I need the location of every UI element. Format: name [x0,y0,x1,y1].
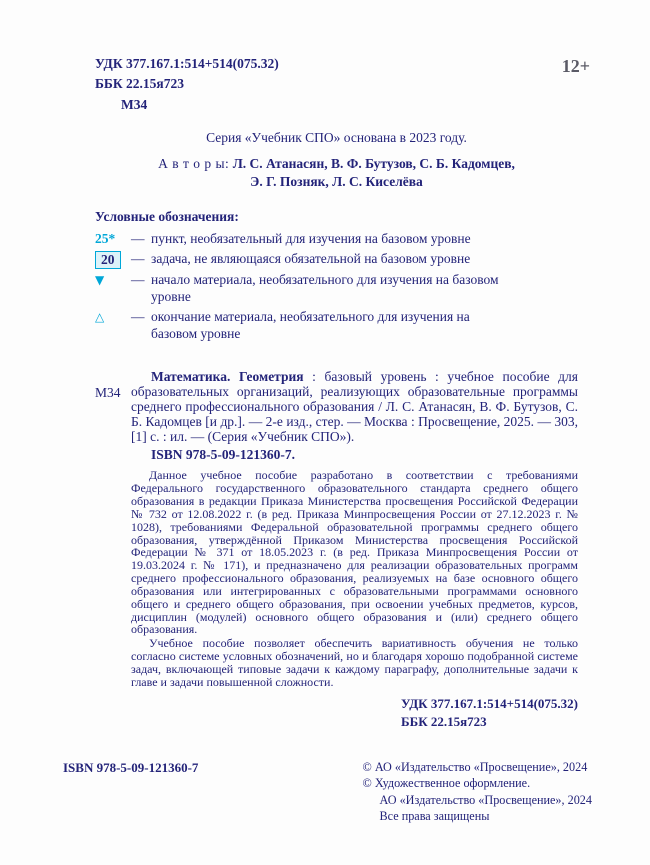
legend-item-material-start [95,272,578,306]
legend-block [95,209,578,343]
udk-code-bottom: УДК 377.167.1:514+514(075.32) [401,696,578,712]
legend-item-text: задача, не являющаяся обязательной на базовом уровне [151,251,471,267]
legend-item-text: начало материала, необязательного для изучения на базовом уровне [151,272,499,305]
optional-task-symbol: 20 [95,251,121,269]
annotation-block [131,469,578,688]
legend-item-optional-task [95,251,578,269]
authors-names-2: Э. Г. Позняк, Л. С. Киселёва [250,173,423,189]
author-sign-margin-code: М34 [95,384,121,400]
bibliographic-description-rest: : базовый уровень : учебное пособие для образовательных организаций, реализующих образовательные программы среднего профессионального образования / Л. С. Атанасян, В. Ф. Бутузов, С. Б. Кадомцев [и др.]. — 2-е изд., стер. — Москва : Просвещение, 2025. — 303, [1] с. : ил. — (Серия «Учебник СПО»). [131,368,578,445]
authors-names-1: Л. С. Атанасян, В. Ф. Бутузов, С. Б. Кадомцев, [232,155,515,171]
bibliographic-description [131,369,578,445]
dash: — [131,251,145,267]
isbn-line: ISBN 978-5-09-121360-7. [151,447,295,463]
copyright-block [363,759,592,825]
footer-row [63,759,592,825]
classification-codes-top [95,54,578,115]
author-sign-code-top: М34 [121,96,148,112]
annotation-paragraph-1: Данное учебное пособие разработано в соответствии с требованиями Федерального государственного образовательного стандарта среднего общего образования в редакции Приказа Министерства просвещения Российской Федерации № 732 от 12.08.2022 г. (в ред. Приказа Минпросвещения России от 27.12.2023 г. № 1028), требованиями Федеральной образовательной программы среднего общего образования, утверждённой Приказом Министерства просвещения Российской Федерации № 371 от 18.05.2023 г. (в ред. Приказа Минпросвещения России от 19.03.2024 г. № 171), и предназначено для реализации образовательных программ среднего профессионального образования, реализуемых на базе основного общего образования или интегрированных с образовательными программами основного общего и среднего общего образования, при освоении учебных предметов, курсов, дисциплин (модулей) основного общего образования и (или) среднего общего образования. [131,468,578,637]
dash: — [131,309,145,324]
authors-block [95,155,578,191]
bibliographic-entry [95,369,578,463]
outline-triangle-icon: △ [95,310,105,324]
optional-paragraph-symbol: 25* [95,231,116,247]
dash: — [131,231,145,247]
classification-codes-bottom [401,695,578,730]
copyright-line-publisher-2: АО «Издательство «Просвещение», 2024 [379,792,592,807]
legend-item-text: пункт, необязательный для изучения на базовом уровне [151,231,471,247]
copyright-line-rights: Все права защищены [379,808,490,823]
authors-line-1 [95,155,578,173]
copyright-line-publisher: © АО «Издательство «Просвещение», 2024 [362,759,588,774]
bbk-code-bottom: ББК 22.15я723 [401,714,487,730]
book-title: Математика. Геометрия [151,368,304,384]
legend-item-material-end [95,309,578,343]
legend-title: Условные обозначения: [95,209,239,225]
symbol-cell [95,251,131,269]
copyright-line-art: © Художественное оформление. [362,776,531,791]
series-note: Серия «Учебник СПО» основана в 2023 году. [206,129,467,145]
annotation-paragraph-2: Учебное пособие позволяет обеспечить вариативность обучения не только согласно системе условных обозначений, но и благодаря хорошо подобранной системе задач, включающей типовые задачи к каждому параграфу, дополнительные задачи к главе и задачи повышенной сложности. [131,636,578,689]
footer-isbn: ISBN 978-5-09-121360-7 [63,759,199,775]
dash: — [131,272,145,288]
legend-item-text: окончание материала, необязательного для изучения на базовом уровне [151,309,470,341]
legend-item-optional-paragraph [95,231,578,248]
authors-label: А в т о р ы: [158,155,230,171]
age-rating-badge: 12+ [561,56,590,76]
bbk-code-top: ББК 22.15я723 [95,76,184,92]
filled-triangle-icon: ▼ [95,273,105,288]
udk-code-top: УДК 377.167.1:514+514(075.32) [95,56,279,71]
